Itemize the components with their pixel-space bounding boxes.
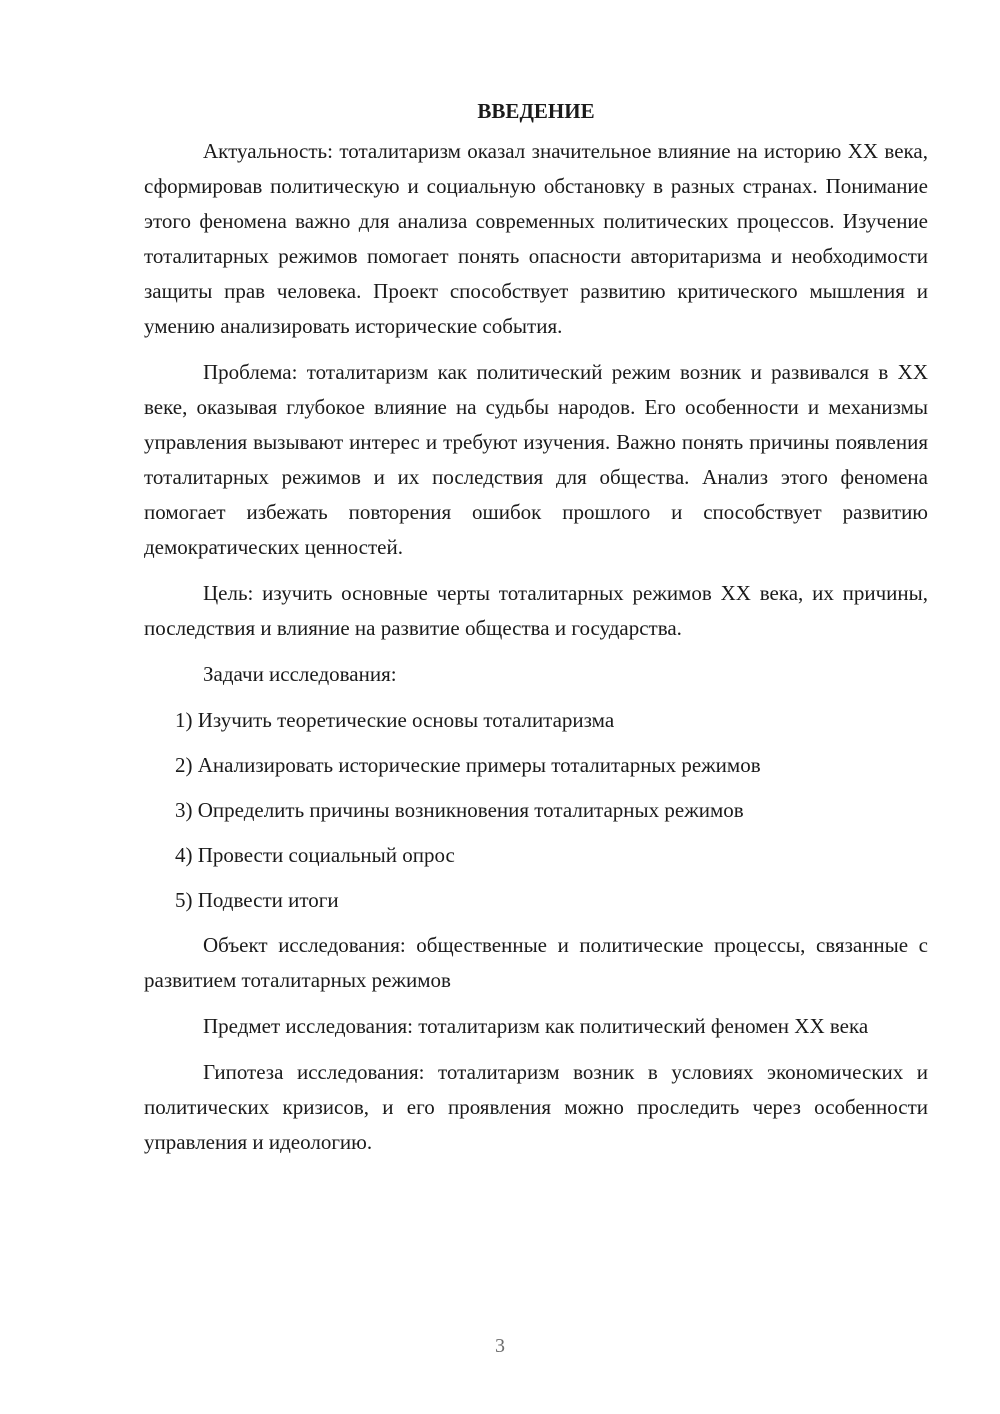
- page-number: 3: [495, 1335, 505, 1357]
- paragraph-hypothesis: Гипотеза исследования: тоталитаризм возник в условиях экономических и политических кризисов, и его проявления можно проследить через особенности управления и идеологию.: [144, 1060, 928, 1154]
- paragraph-subject: Предмет исследования: тоталитаризм как политический феномен XX века: [203, 1014, 869, 1038]
- paragraph-goal: Цель: изучить основные черты тоталитарных режимов XX века, их причины, последствия и влияние на развитие общества и государства.: [144, 581, 928, 640]
- task-item-5: 5) Подвести итоги: [175, 888, 339, 912]
- task-list: [144, 703, 928, 918]
- paragraph-relevance: Актуальность: тоталитаризм оказал значительное влияние на историю XX века, сформировав политическую и социальную обстановку в разных странах. Понимание этого феномена важно для анализа современных политических процессов. Изучение тоталитарных режимов помогает понять опасности авторитаризма и необходимости защиты прав человека. Проект способствует развитию критического мышления и умению анализировать исторические события.: [144, 139, 928, 338]
- tasks-heading: Задачи исследования:: [203, 662, 397, 686]
- task-item-4: 4) Провести социальный опрос: [175, 843, 455, 867]
- document-page: [144, 94, 928, 1171]
- page-title: ВВЕДЕНИЕ: [477, 99, 595, 123]
- task-item-1: 1) Изучить теоретические основы тоталитаризма: [175, 708, 615, 732]
- paragraph-problem: Проблема: тоталитаризм как политический режим возник и развивался в XX веке, оказывая глубокое влияние на судьбы народов. Его особенности и механизмы управления вызывают интерес и требуют изучения. Важно понять причины появления тоталитарных режимов и их последствия для общества. Анализ этого феномена помогает избежать повторения ошибок прошлого и способствует развитию демократических ценностей.: [144, 360, 928, 559]
- task-item-2: 2) Анализировать исторические примеры тоталитарных режимов: [175, 753, 761, 777]
- paragraph-object: Объект исследования: общественные и политические процессы, связанные с развитием тоталитарных режимов: [144, 933, 928, 992]
- task-item-3: 3) Определить причины возникновения тоталитарных режимов: [175, 798, 744, 822]
